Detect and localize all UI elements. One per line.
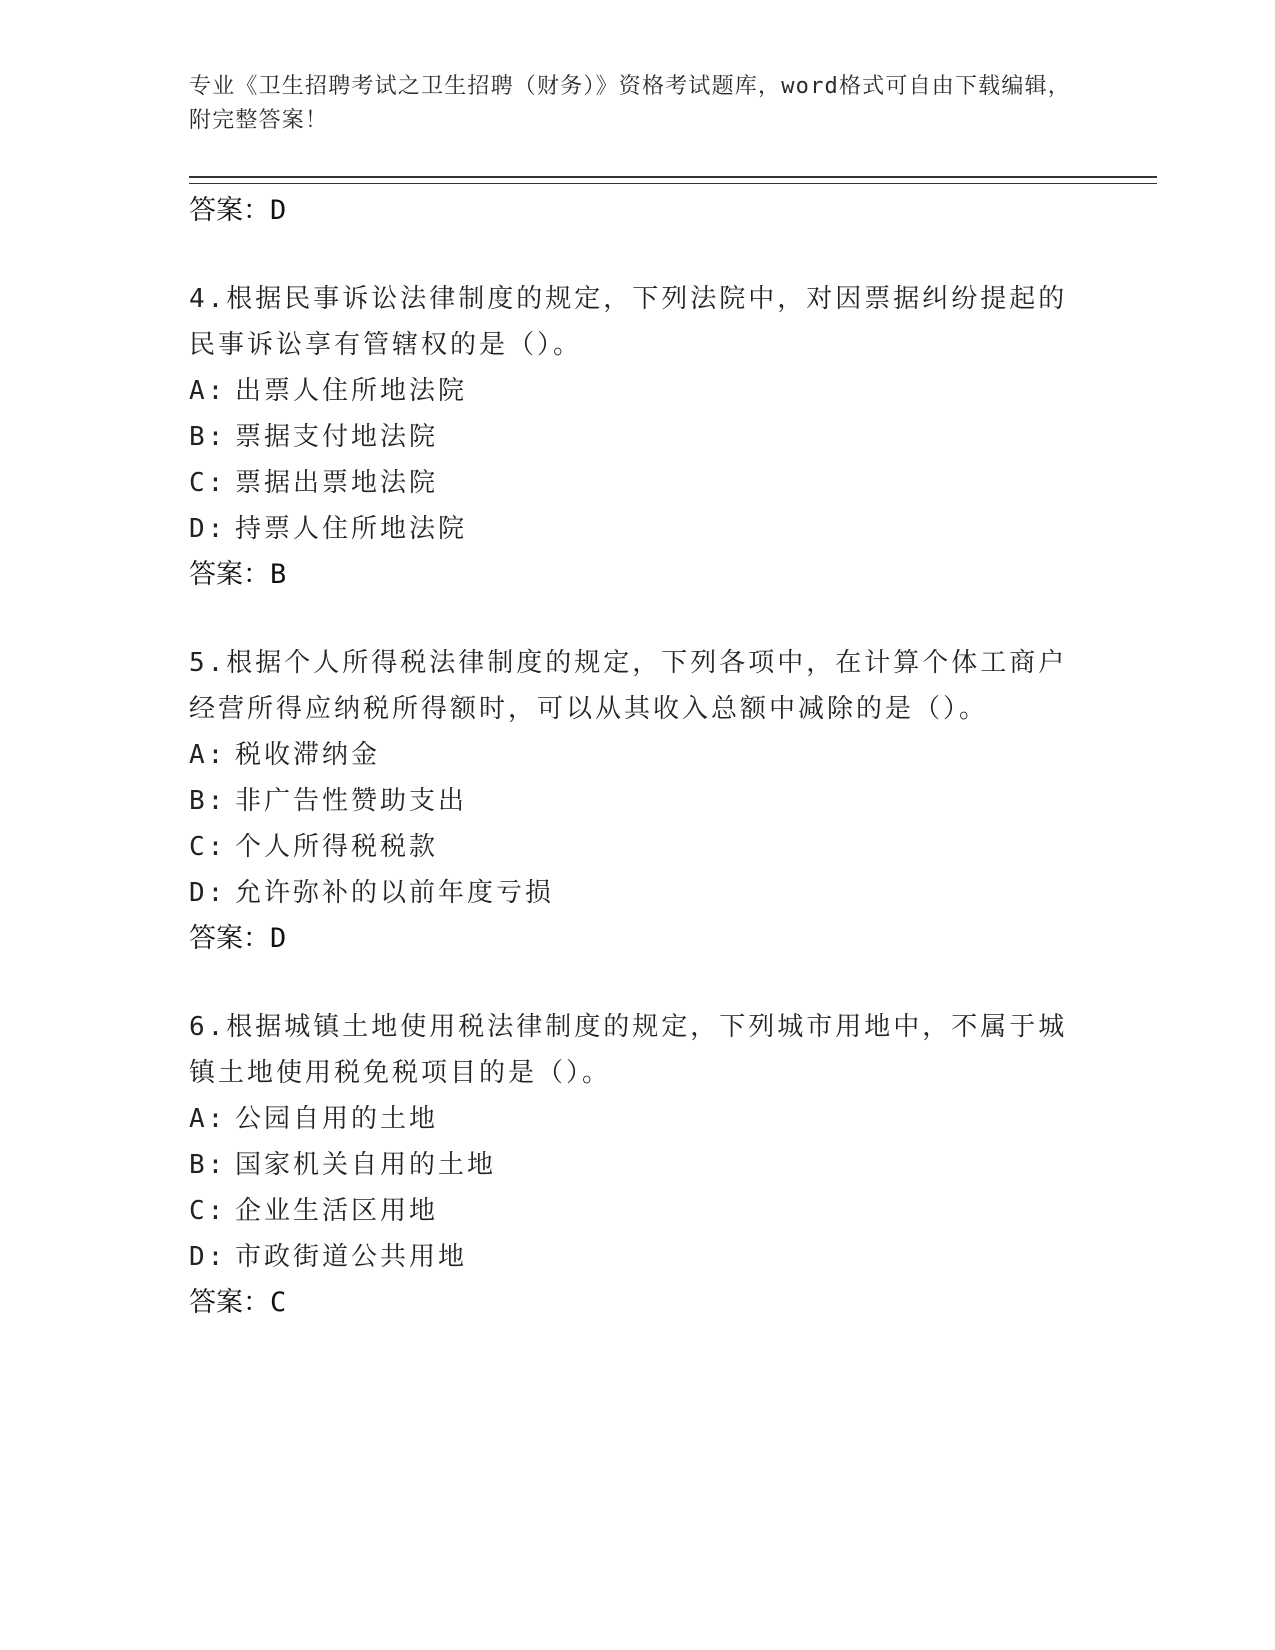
option-letter: C: (189, 1196, 227, 1226)
option-text: 票据支付地法院 (235, 422, 439, 452)
option-text: 税收滞纳金 (235, 740, 381, 770)
question-list (189, 188, 1089, 1326)
option-c (189, 1188, 1089, 1234)
option-text: 持票人住所地法院 (235, 514, 468, 544)
question-block (189, 276, 1089, 598)
option-letter: B: (189, 786, 227, 816)
option-text: 个人所得税税款 (235, 832, 439, 862)
option-text: 非广告性赞助支出 (235, 786, 468, 816)
option-d (189, 506, 1089, 552)
question-text: 4.根据民事诉讼法律制度的规定，下列法院中，对因票据纠纷提起的民事诉讼享有管辖权的是（）。 (189, 284, 1068, 360)
option-text: 市政街道公共用地 (235, 1242, 468, 1272)
option-text: 允许弥补的以前年度亏损 (235, 878, 555, 908)
answer-value: D (270, 195, 287, 226)
option-letter: C: (189, 468, 227, 498)
option-a (189, 732, 1089, 778)
option-text: 票据出票地法院 (235, 468, 439, 498)
option-b (189, 778, 1089, 824)
option-letter: B: (189, 1150, 227, 1180)
question-block (189, 1004, 1089, 1326)
question-text: 5.根据个人所得税法律制度的规定，下列各项中，在计算个体工商户经营所得应纳税所得额时，可以从其收入总额中减除的是（）。 (189, 648, 1068, 724)
option-letter: D: (189, 514, 227, 544)
answer-line (189, 1280, 1089, 1326)
answer-label: 答案： (189, 1287, 270, 1318)
option-b (189, 1142, 1089, 1188)
option-letter: A: (189, 740, 227, 770)
answer-value: D (270, 923, 287, 954)
question-block (189, 640, 1089, 962)
answer-line (189, 188, 1089, 234)
option-a (189, 1096, 1089, 1142)
answer-label: 答案： (189, 923, 270, 954)
option-b (189, 414, 1089, 460)
option-text: 公园自用的土地 (235, 1104, 439, 1134)
answer-label: 答案： (189, 559, 270, 590)
option-a (189, 368, 1089, 414)
option-text: 出票人住所地法院 (235, 376, 468, 406)
option-c (189, 824, 1089, 870)
option-d (189, 1234, 1089, 1280)
option-letter: A: (189, 1104, 227, 1134)
answer-line (189, 552, 1089, 598)
header-divider (189, 176, 1157, 184)
header-text: 专业《卫生招聘考试之卫生招聘（财务）》资格考试题库，word格式可自由下载编辑，附完整答案！ (189, 74, 1071, 133)
option-text: 企业生活区用地 (235, 1196, 439, 1226)
option-letter: D: (189, 1242, 227, 1272)
option-d (189, 870, 1089, 916)
option-c (189, 460, 1089, 506)
answer-label: 答案： (189, 195, 270, 226)
option-letter: D: (189, 878, 227, 908)
answer-value: B (270, 559, 287, 590)
option-letter: B: (189, 422, 227, 452)
question-text: 6.根据城镇土地使用税法律制度的规定，下列城市用地中，不属于城镇土地使用税免税项目的是（）。 (189, 1012, 1068, 1088)
option-text: 国家机关自用的土地 (235, 1150, 497, 1180)
answer-line (189, 916, 1089, 962)
option-letter: C: (189, 832, 227, 862)
option-letter: A: (189, 376, 227, 406)
page-header (189, 70, 1089, 138)
answer-value: C (270, 1287, 287, 1318)
